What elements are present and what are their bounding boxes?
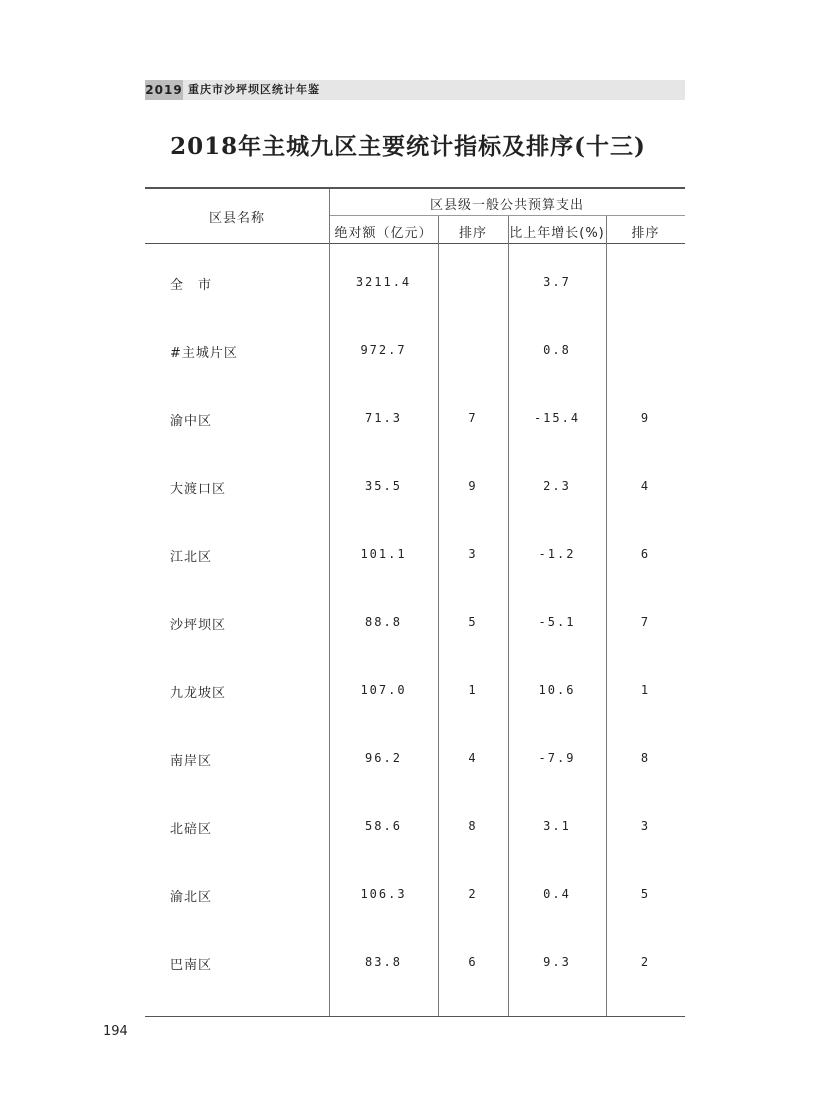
cell-growth: -15.4 (533, 411, 581, 425)
cell-rank: 8 (468, 819, 478, 833)
cell-rank: 3 (468, 547, 478, 561)
cell-growth-rank: 7 (640, 615, 651, 629)
cell-growth-rank: 4 (640, 479, 651, 493)
cell-region-name: #主城片区 (170, 346, 238, 361)
cell-region-name: 北碚区 (170, 822, 213, 837)
cell-growth: 10.6 (538, 683, 576, 697)
table-top-rule (145, 187, 685, 189)
cell-amount: 35.5 (365, 479, 402, 493)
cell-growth: -5.1 (538, 615, 576, 629)
cell-region-name: 渝北区 (170, 890, 213, 905)
cell-amount: 71.3 (365, 411, 402, 425)
cell-region-name: 巴南区 (170, 958, 213, 973)
cell-growth: 3.7 (543, 275, 571, 289)
col-header-amount: 绝对额（亿元） (334, 226, 433, 241)
group-header: 区县级一般公共预算支出 (429, 198, 584, 213)
cell-rank: 1 (468, 683, 478, 697)
cell-growth-rank: 1 (640, 683, 651, 697)
col-header-rank: 排序 (458, 226, 487, 241)
cell-region-name: 全 市 (170, 278, 213, 293)
cell-amount: 88.8 (365, 615, 402, 629)
cell-amount: 58.6 (365, 819, 402, 833)
cell-rank: 6 (468, 955, 478, 969)
cell-growth: 9.3 (543, 955, 571, 969)
cell-amount: 96.2 (365, 751, 402, 765)
cell-rank: 5 (468, 615, 478, 629)
cell-amount: 3211.4 (355, 275, 412, 289)
cell-amount: 106.3 (360, 887, 407, 901)
cell-rank: 9 (468, 479, 478, 493)
table-bottom-rule (145, 1016, 685, 1017)
group-header-rule (329, 215, 685, 216)
cell-growth: -1.2 (538, 547, 576, 561)
cell-growth: 0.8 (543, 343, 571, 357)
cell-amount: 83.8 (365, 955, 402, 969)
cell-rank: 4 (468, 751, 478, 765)
col-header-region: 区县名称 (208, 211, 265, 226)
cell-region-name: 大渡口区 (170, 482, 227, 497)
col-header-growth: 比上年增长(%) (509, 226, 605, 241)
cell-amount: 972.7 (360, 343, 407, 357)
cell-region-name: 渝中区 (170, 414, 213, 429)
cell-growth-rank: 2 (640, 955, 651, 969)
cell-growth-rank: 5 (640, 887, 651, 901)
cell-amount: 101.1 (360, 547, 407, 561)
col-header-growth-rank: 排序 (631, 226, 660, 241)
cell-rank: 7 (468, 411, 478, 425)
cell-growth-rank: 9 (640, 411, 651, 425)
cell-growth-rank: 8 (640, 751, 651, 765)
cell-growth-rank: 3 (640, 819, 651, 833)
page-number: 194 (103, 1024, 128, 1039)
cell-growth: -7.9 (538, 751, 576, 765)
cell-region-name: 南岸区 (170, 754, 213, 769)
header-book-title: 重庆市沙坪坝区统计年鉴 (188, 83, 320, 96)
cell-region-name: 九龙坡区 (170, 686, 227, 701)
cell-amount: 107.0 (360, 683, 407, 697)
header-year: 2019 (145, 80, 183, 100)
cell-growth: 2.3 (543, 479, 571, 493)
cell-region-name: 江北区 (170, 550, 213, 565)
cell-rank: 2 (468, 887, 478, 901)
header-bottom-rule (145, 243, 685, 244)
cell-growth-rank: 6 (640, 547, 651, 561)
cell-growth: 0.4 (543, 887, 571, 901)
cell-region-name: 沙坪坝区 (170, 618, 227, 633)
page-title: 2018年主城九区主要统计指标及排序(十三) (170, 133, 646, 160)
running-header (145, 80, 685, 100)
cell-growth: 3.1 (543, 819, 571, 833)
